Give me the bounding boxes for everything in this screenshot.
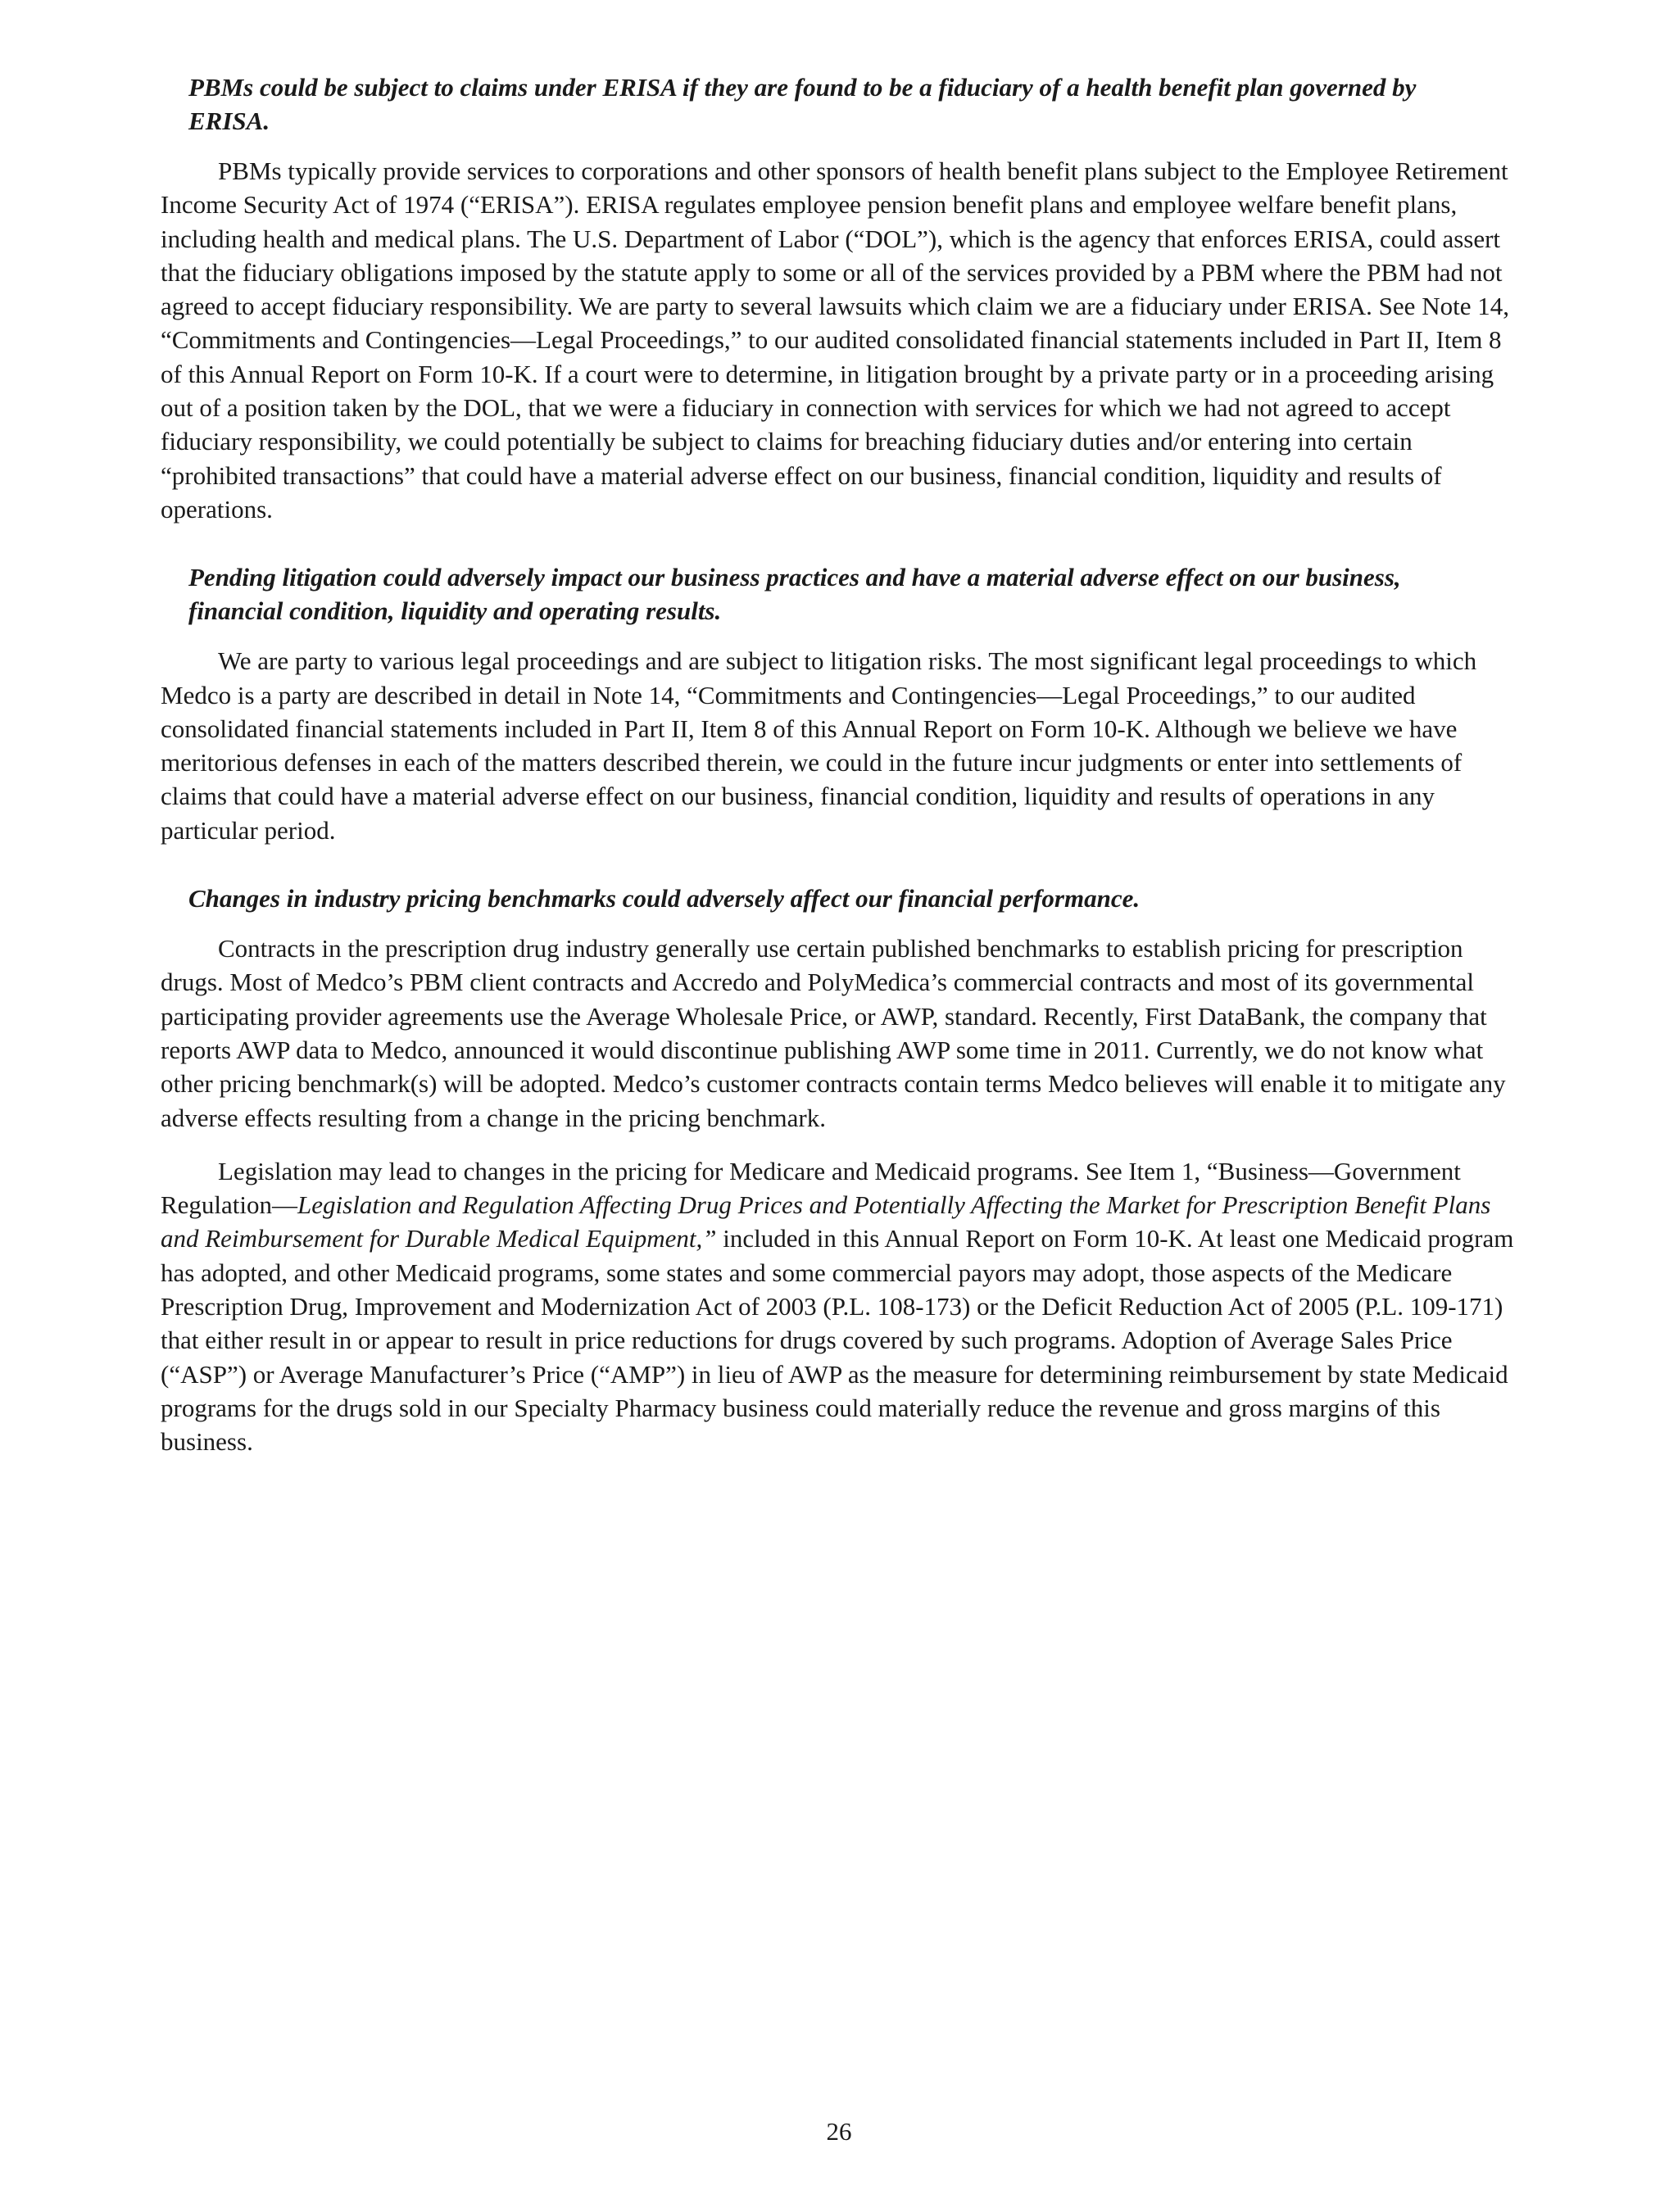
section-heading: Pending litigation could adversely impact our business practices and have a material adverse effect on our business, financial condition, liquidity and operating results. xyxy=(188,563,1401,626)
section-heading: PBMs could be subject to claims under ERISA if they are found to be a fiduciary of a health benefit plan governed by ERISA. xyxy=(188,73,1417,135)
section-litigation xyxy=(161,560,1521,847)
document-page xyxy=(161,70,1521,1494)
section-erisa xyxy=(161,70,1521,526)
section-pricing-benchmarks xyxy=(161,882,1521,1458)
page-number: 26 xyxy=(826,2117,852,2146)
italic-reference: Legislation and Regulation Affecting Drug Prices and Potentially Affecting the Market for Prescription Benefit Plans and Reimbursement for Durable Medical Equipment,” xyxy=(161,1190,1491,1253)
body-paragraph: We are party to various legal proceedings and are subject to litigation risks. The most significant legal proceedings to which Medco is a party are described in detail in Note 14, “Commitments and Contingencies—Legal Proceedings,” to our audited consolidated financial statements included in Part II, Item 8 of this Annual Report on Form 10-K. Although we believe we have meritorious defenses in each of the matters described therein, we could in the future incur judgments or enter into settlements of claims that could have a material adverse effect on our business, financial condition, liquidity and results of operations in any particular period. xyxy=(161,646,1477,845)
body-paragraph-legislation xyxy=(161,1154,1521,1459)
body-paragraph: PBMs typically provide services to corporations and other sponsors of health benefit plans subject to the Employee Retirement Income Security Act of 1974 (“ERISA”). ERISA regulates employee pension benefit plans and employee welfare benefit plans, including health and medical plans. The U.S. Department of Labor (“DOL”), which is the agency that enforces ERISA, could assert that the fiduciary obligations imposed by the statute apply to some or all of the services provided by a PBM where the PBM had not agreed to accept fiduciary responsibility. We are party to several lawsuits which claim we are a fiduciary under ERISA. See Note 14, “Commitments and Contingencies—Legal Proceedings,” to our audited consolidated financial statements included in Part II, Item 8 of this Annual Report on Form 10-K. If a court were to determine, in litigation brought by a private party or in a proceeding arising out of a position taken by the DOL, that we were a fiduciary in connection with services for which we had not agreed to accept fiduciary responsibility, we could potentially be subject to claims for breaching fiduciary duties and/or entering into certain “prohibited transactions” that could have a material adverse effect on our business, financial condition, liquidity and results of operations. xyxy=(161,156,1509,524)
body-paragraph: Contracts in the prescription drug industry generally use certain published benchmarks to establish pricing for prescription drugs. Most of Medco’s PBM client contracts and Accredo and PolyMedica’s commercial contracts and most of its governmental participating provider agreements use the Average Wholesale Price, or AWP, standard. Recently, First DataBank, the company that reports AWP data to Medco, announced it would discontinue publishing AWP some time in 2011. Currently, we do not know what other pricing benchmark(s) will be adopted. Medco’s customer contracts contain terms Medco believes will enable it to mitigate any adverse effects resulting from a change in the pricing benchmark. xyxy=(161,934,1506,1132)
paragraph-text: included in this Annual Report on Form 10-K. At least one Medicaid program has adopted, and other Medicaid programs, some states and some commercial payors may adopt, those aspects of the Medicare Prescription Drug, Improvement and Modernization Act of 2003 (P.L. 108-173) or the Deficit Reduction Act of 2005 (P.L. 109-171) that either result in or appear to result in price reductions for drugs covered by such programs. Adoption of Average Sales Price (“ASP”) or Average Manufacturer’s Price (“AMP”) in lieu of AWP as the measure for determining reimbursement by state Medicaid programs for the drugs sold in our Specialty Pharmacy business could materially reduce the revenue and gross margins of this business. xyxy=(161,1224,1514,1457)
section-heading: Changes in industry pricing benchmarks could adversely affect our financial performance. xyxy=(188,884,1141,913)
paragraph-text: Legislation may lead to changes in the pricing for Medicare and Medicaid programs. See Item 1, “Business—Government Regulation— xyxy=(161,1156,1461,1220)
